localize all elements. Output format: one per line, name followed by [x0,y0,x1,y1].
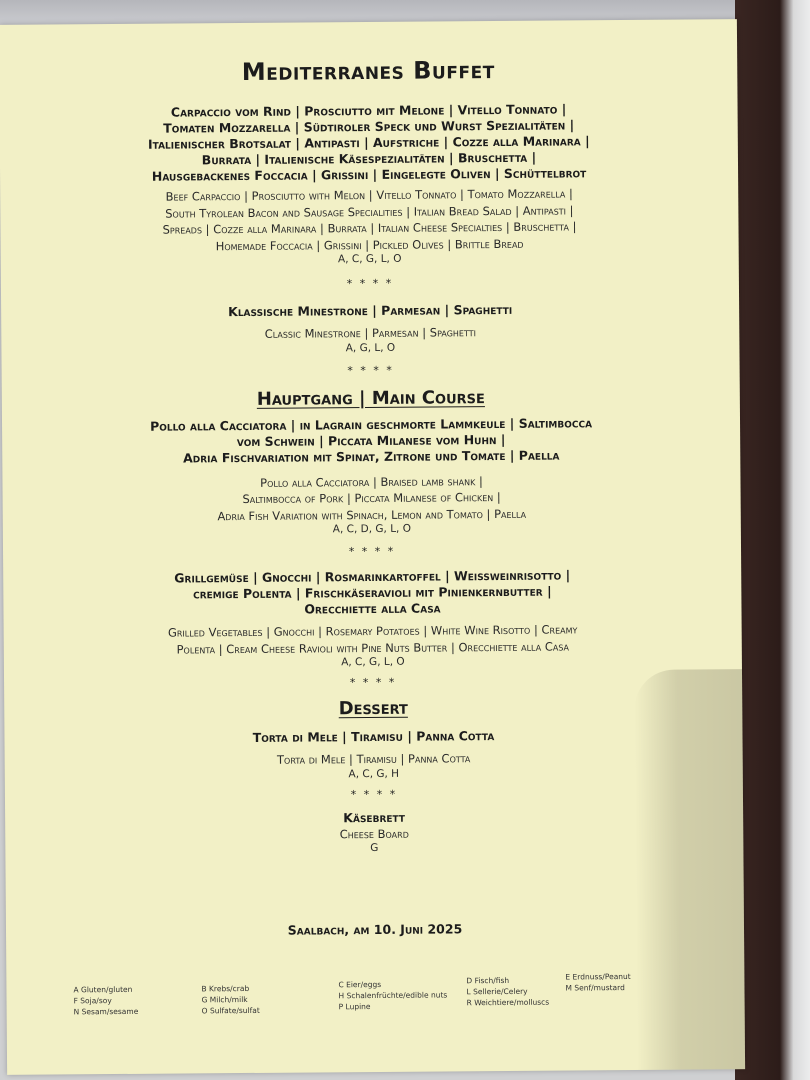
soup-de: Klassische Minestrone | Parmesan | Spaghetti [228,301,513,320]
legend-item: R Weichtiere/molluscs [466,997,550,1008]
soup-en: Classic Minestrone | Parmesan | Spaghetti [264,325,476,341]
dessert-en: Torta di Mele | Tiramisu | Panna Cotta [276,751,471,767]
legend-item: M Senf/mustard [565,983,625,993]
main1-de-line: Adria Fischvariation mit Spinat, Zitrone und Tomate | Paella [183,447,560,465]
menu-page [0,19,745,1075]
main1-en-line: Adria Fish Variation with Spinach, Lemon and Tomato | Paella [217,506,527,523]
main2-de-line: Grillgemüse | Gnocchi | Rosmarinkartoffel | Weißweinrisotto | [174,567,571,586]
starters-en-line: Beef Carpaccio | Prosciutto with Melon | Vitello Tonnato | Tomato Mozzarella | [165,186,573,204]
footer-date: Saalbach, am 10. Juni 2025 [287,921,463,938]
dessert-heading: Dessert [338,697,408,720]
legend-item: N Sesam/sesame [73,1006,139,1017]
menu-title: Mediterranes Buffet [241,56,495,87]
main-course-block-1 [2,414,741,538]
dessert-allergens: A, C, G, H [348,767,400,780]
legend-item: H Schalenfrüchte/edible nuts [338,990,448,1001]
starters-de-line: Carpaccio vom Rind | Prosciutto mit Melone | Vitello Tonnato | [170,101,567,120]
menu-folder-edge [735,0,810,1080]
cheese-en: Cheese Board [339,826,409,841]
allergen-legend-col [565,971,631,994]
soup-block [1,300,739,356]
main1-de-line: Pollo alla Cacciatora | in Lagrain geschmorte Lammkeule | Saltimbocca [149,414,593,434]
cheese-allergens: G [370,841,379,855]
starters-de-line: Burrata | Italienische Käsespezialitäten | Bruschetta | [201,149,537,168]
starters-en-line: South Tyrolean Bacon and Sausage Specialities | Italian Bread Salad | Antipasti | [165,202,574,221]
legend-item: C Eier/eggs [338,979,382,990]
dessert-de: Torta di Mele | Tiramisu | Panna Cotta [252,728,495,745]
starters-en-line: Spreads | Cozze alla Marinara | Burrata | Italian Cheese Specialties | Bruschetta | [162,219,577,237]
soup-allergens: A, G, L, O [345,341,396,354]
allergen-legend-col [73,984,138,1018]
starters-en-line: Homemade Foccacia | Grissini | Pickled Olives | Brittle Bread [215,236,524,253]
legend-item: O Sulfate/sulfat [201,1005,260,1016]
separator: * * * * [349,675,397,690]
main2-en-line: Polenta | Cream Cheese Ravioli with Pine Nuts Butter | Orecchiette alla Casa [176,638,570,657]
cheese-de: Käsebrett [343,809,406,825]
separator: * * * * [350,787,398,801]
starters-block [0,100,739,268]
main1-allergens: A, C, D, G, L, O [332,522,412,536]
main1-en-line: Saltimbocca of Pork | Piccata Milanese of Chicken | [242,489,501,507]
cheese-block [5,807,743,857]
main1-en-line: Pollo alla Cacciatora | Braised lamb shank | [260,473,483,490]
starters-de-line: Hausgebackenes Foccacia | Grissini | Eingelegte Oliven | Schüttelbrot [151,165,587,184]
legend-item: E Erdnuss/Peanut [565,971,631,982]
allergen-legend-col [466,975,549,1009]
main2-de-line: cremige Polenta | Frischkäseravioli mit Pinienkernbutter | [193,583,552,602]
legend-item: L Sellerie/Celery [466,986,528,997]
starters-de-line: Tomaten Mozzarella | Südtiroler Speck und Wurst Spezialitäten | [163,117,575,136]
dessert-block [4,726,742,782]
main2-allergens: A, C, G, L, O [341,655,405,669]
main-course-heading: Hauptgang | Main Course [256,386,485,410]
legend-item: D Fisch/fish [466,975,510,986]
legend-item: B Krebs/crab [201,983,250,994]
allergen-legend-col [201,983,259,1016]
main-course-block-2 [3,566,742,671]
starters-de-line: Italienischer Brotsalat | Antipasti | Aufstriche | Cozze alla Marinara | [147,133,590,152]
legend-item: P Lupine [338,1002,371,1012]
main2-en-line: Grilled Vegetables | Gnocchi | Rosemary Potatoes | White Wine Risotto | Creamy [167,622,578,640]
main1-de-line: vom Schwein | Piccata Milanese vom Huhn | [236,431,506,449]
legend-item: A Gluten/gluten [73,984,133,995]
separator: * * * * [346,276,394,291]
separator: * * * * [348,544,396,559]
menu-content [0,19,743,857]
allergen-legend-col [338,978,447,1012]
main2-de-line: Orecchiette alla Casa [304,600,441,617]
legend-item: G Milch/milk [201,994,248,1005]
legend-item: F Soja/soy [73,996,112,1006]
starters-allergens: A, C, G, L, O [337,252,402,266]
separator: * * * * [347,363,394,377]
